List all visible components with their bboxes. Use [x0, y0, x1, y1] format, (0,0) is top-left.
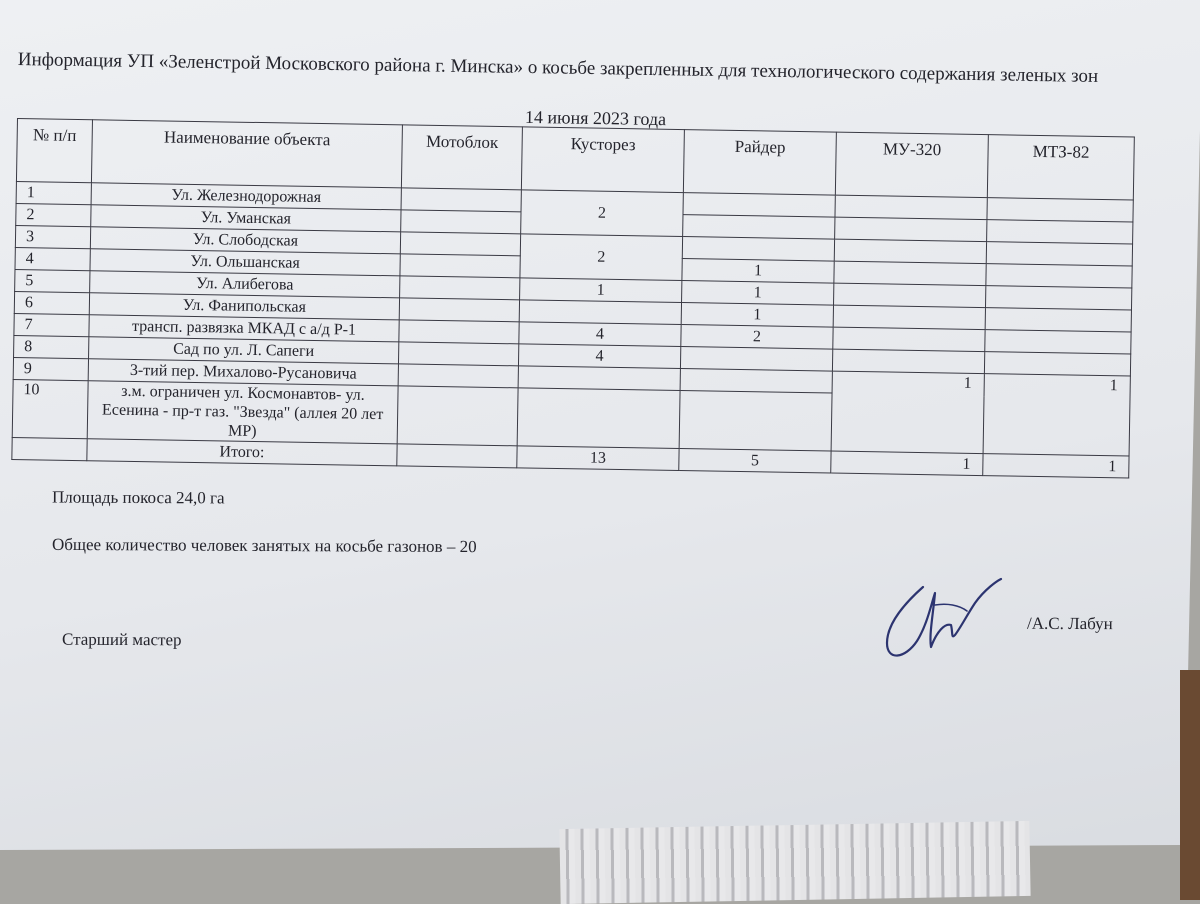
mu320-cell [833, 305, 985, 330]
total-rider: 5 [679, 449, 831, 474]
object-name: Ул. Уманская [91, 205, 401, 232]
col-header-motoblok: Мотоблок [401, 125, 522, 190]
mu320-cell [834, 261, 986, 286]
row-number: 3 [15, 225, 90, 248]
kustorez-cell: 1 [520, 278, 682, 303]
motoblok-cell [398, 364, 518, 388]
total-mtz82: 1 [983, 454, 1129, 478]
motoblok-cell [400, 254, 520, 278]
col-header-mtz82: МТЗ-82 [987, 135, 1134, 200]
mtz82-cell [985, 308, 1131, 332]
rider-cell [680, 347, 832, 372]
mu320-cell [832, 349, 984, 374]
mu320-cell [834, 283, 986, 308]
rider-cell [682, 237, 834, 262]
mu320-cell [834, 239, 986, 264]
motoblok-cell [399, 298, 519, 322]
col-header-no: № п/п [16, 119, 92, 183]
motoblok-cell [400, 232, 520, 256]
object-name: 3-тий пер. Михалово-Русановича [88, 359, 398, 386]
motoblok-cell [401, 210, 521, 234]
rider-cell [683, 215, 835, 240]
mtz82-cell [987, 198, 1133, 222]
col-header-mu320: МУ-320 [835, 132, 988, 198]
rider-cell: 2 [681, 325, 833, 350]
mu320-cell [835, 217, 987, 242]
rider-cell: 1 [682, 281, 834, 306]
row-number: 4 [15, 247, 90, 270]
object-name: трансп. развязка МКАД с а/д Р-1 [89, 315, 399, 342]
underlying-sheet [559, 821, 1030, 904]
mtz82-cell [986, 264, 1132, 288]
kustorez-cell [518, 366, 680, 391]
mu320-cell [835, 195, 987, 220]
kustorez-cell [517, 388, 680, 449]
total-kustorez: 13 [517, 446, 679, 471]
rider-cell [683, 193, 835, 218]
rider-cell [680, 369, 832, 394]
row-number: 6 [14, 291, 89, 314]
object-name: Ул. Слободская [90, 227, 400, 254]
col-header-name: Наименование объекта [91, 120, 402, 188]
mtz82-cell [985, 286, 1131, 310]
signer-name: /А.С. Лабун [1026, 613, 1113, 634]
row-number: 7 [14, 313, 89, 336]
row-number: 2 [16, 203, 91, 226]
workers-count: Общее количество человек занятых на косьбе газонов – 20 [51, 534, 477, 557]
signature-stroke [935, 604, 967, 611]
mtz82-cell [984, 352, 1130, 376]
motoblok-cell [398, 342, 518, 366]
mu320-cell: 1 [831, 371, 984, 454]
mowing-area: Площадь покоса 24,0 га [51, 487, 225, 508]
kustorez-cell: 4 [518, 344, 680, 369]
signer-position: Старший мастер [61, 629, 182, 650]
total-label: Итого: [87, 439, 397, 466]
kustorez-cell: 4 [519, 322, 681, 347]
row-number: 5 [15, 269, 90, 292]
mowing-table [11, 118, 1135, 478]
total-number-cell [12, 437, 87, 460]
object-name: Ул. Алибегова [90, 271, 400, 298]
motoblok-cell [397, 386, 518, 446]
motoblok-cell [401, 188, 521, 212]
object-name: Ул. Железнодорожная [91, 183, 401, 210]
row-number: 9 [13, 357, 88, 380]
mtz82-cell [986, 242, 1132, 266]
mtz82-cell: 1 [983, 374, 1130, 456]
mtz82-cell [985, 330, 1131, 354]
rider-cell: 1 [682, 259, 834, 284]
object-name: Ул. Фанипольская [89, 293, 399, 320]
total-mu320: 1 [831, 451, 983, 476]
row-number: 1 [16, 181, 91, 204]
desk-surface [1180, 670, 1200, 900]
kustorez-cell: 2 [520, 234, 683, 281]
total-motoblok [397, 444, 517, 468]
object-name: Ул. Ольшанская [90, 249, 400, 276]
object-name: Сад по ул. Л. Сапеги [89, 337, 399, 364]
row-number: 8 [14, 335, 89, 358]
col-header-rider: Райдер [683, 130, 836, 196]
rider-cell: 1 [681, 303, 833, 328]
signature-stroke [887, 579, 1001, 656]
signature [875, 575, 1005, 670]
mu320-cell [833, 327, 985, 352]
object-name: з.м. ограничен ул. Космонавтов- ул. Есенина - пр-т газ. "Звезда" (аллея 20 лет МР) [87, 381, 398, 444]
col-header-kustorez: Кусторез [521, 127, 684, 193]
motoblok-cell [400, 276, 520, 300]
motoblok-cell [399, 320, 519, 344]
kustorez-cell: 2 [521, 190, 684, 237]
row-number: 10 [12, 379, 88, 438]
rider-cell [679, 391, 832, 452]
kustorez-cell [519, 300, 681, 325]
document-title: Информация УП «Зеленстрой Московского района г. Минска» о косьбе закрепленных для технологического содержания зеленых зон [17, 48, 1099, 87]
mtz82-cell [987, 220, 1133, 244]
document-date: 14 июня 2023 года [524, 106, 667, 130]
